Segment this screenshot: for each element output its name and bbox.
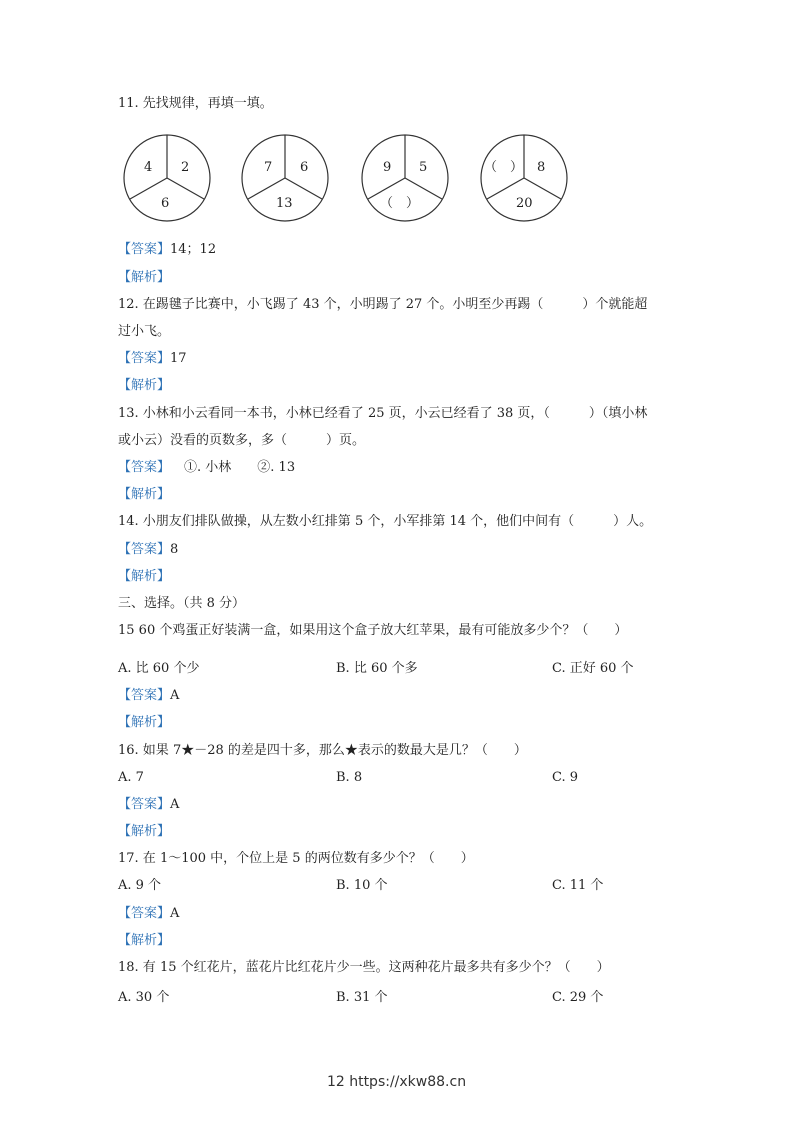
q12-line1: 12. 在踢毽子比赛中，小飞踢了 43 个，小明踢了 27 个。小明至少再踢（ ）个就能超 xyxy=(118,297,648,312)
answer-label: 【答案】 xyxy=(118,797,171,812)
page-footer: 12 https://xkw88.cn xyxy=(326,1074,467,1090)
q16-analysis: 【解析】 xyxy=(118,824,171,839)
q15-option-b: B. 比 60 个多 xyxy=(336,661,418,676)
answer-label: 【答案】 xyxy=(118,351,171,366)
q15-analysis: 【解析】 xyxy=(118,715,171,730)
q12-line2: 过小飞。 xyxy=(118,324,171,339)
q14-answer xyxy=(118,542,178,558)
q17-option-a: A. 9 个 xyxy=(118,878,162,893)
q16-answer xyxy=(118,797,179,813)
answer-value: A xyxy=(170,688,180,703)
q12-answer xyxy=(118,351,187,367)
circle-1-left: 4 xyxy=(144,160,153,175)
answer-value: A xyxy=(170,906,180,921)
q18-stem: 18. 有 15 个红花片，蓝花片比红花片少一些。这两种花片最多共有多少个？（ ） xyxy=(118,960,610,975)
q17-answer xyxy=(118,906,179,922)
circle-2-right: 6 xyxy=(300,160,309,175)
q16-option-c: C. 9 xyxy=(552,770,579,785)
q14-analysis: 【解析】 xyxy=(118,569,171,584)
circle-1-bottom: 6 xyxy=(161,196,170,211)
answer-value: 17 xyxy=(170,351,187,366)
q18-option-c: C. 29 个 xyxy=(552,990,604,1005)
answer-value: ①. 小林 ②. 13 xyxy=(184,460,296,475)
answer-label: 【答案】 xyxy=(118,906,171,921)
circle-2-left: 7 xyxy=(264,160,273,175)
circle-4-bottom: 20 xyxy=(516,196,533,211)
q17-stem: 17. 在 1～100 中，个位上是 5 的两位数有多少个？（ ） xyxy=(118,851,474,866)
q16-option-b: B. 8 xyxy=(336,770,363,785)
q16-option-a: A. 7 xyxy=(118,770,144,785)
q16-stem: 16. 如果 7★－28 的差是四十多，那么★表示的数最大是几？（ ） xyxy=(118,743,527,758)
q13-analysis: 【解析】 xyxy=(118,487,171,502)
q13-line2: 或小云）没看的页数多，多（ ）页。 xyxy=(118,433,366,448)
circle-4-right: 8 xyxy=(537,160,546,175)
q14-line1: 14. 小朋友们排队做操，从左数小红排第 5 个，小军排第 14 个，他们中间有（ ）人。 xyxy=(118,514,653,529)
q17-analysis: 【解析】 xyxy=(118,933,171,948)
q13-line1: 13. 小林和小云看同一本书，小林已经看了 25 页，小云已经看了 38 页，（ ）（填小林 xyxy=(118,406,648,421)
q17-option-c: C. 11 个 xyxy=(552,878,604,893)
q17-option-b: B. 10 个 xyxy=(336,878,388,893)
q15-option-c: C. 正好 60 个 xyxy=(552,661,634,676)
answer-label: 【答案】 xyxy=(118,242,171,257)
q15-option-a: A. 比 60 个少 xyxy=(118,661,200,676)
q18-option-a: A. 30 个 xyxy=(118,990,170,1005)
q13-answer xyxy=(118,460,295,476)
circle-3-bottom-blank: （ ） xyxy=(380,196,420,211)
q15-stem: 15 60 个鸡蛋正好装满一盒，如果用这个盒子放大红苹果，最有可能放多少个？（ ） xyxy=(118,623,628,638)
q11-analysis: 【解析】 xyxy=(118,270,171,285)
q15-answer xyxy=(118,688,179,704)
circle-1-right: 2 xyxy=(181,160,190,175)
answer-value: 14；12 xyxy=(170,242,217,257)
circle-2-bottom: 13 xyxy=(276,196,293,211)
answer-label: 【答案】 xyxy=(118,688,171,703)
circle-4-left-blank: （ ） xyxy=(484,160,524,175)
answer-label: 【答案】 xyxy=(118,460,171,475)
q12-analysis: 【解析】 xyxy=(118,378,171,393)
q11-title: 11. 先找规律，再填一填。 xyxy=(118,96,273,111)
q18-option-b: B. 31 个 xyxy=(336,990,388,1005)
section-3-heading: 三、选择。（共 8 分） xyxy=(118,596,246,611)
q11-answer xyxy=(118,242,216,258)
circle-3-right: 5 xyxy=(419,160,428,175)
answer-label: 【答案】 xyxy=(118,542,171,557)
circle-3-left: 9 xyxy=(383,160,392,175)
answer-value: 8 xyxy=(170,542,179,557)
answer-value: A xyxy=(170,797,180,812)
